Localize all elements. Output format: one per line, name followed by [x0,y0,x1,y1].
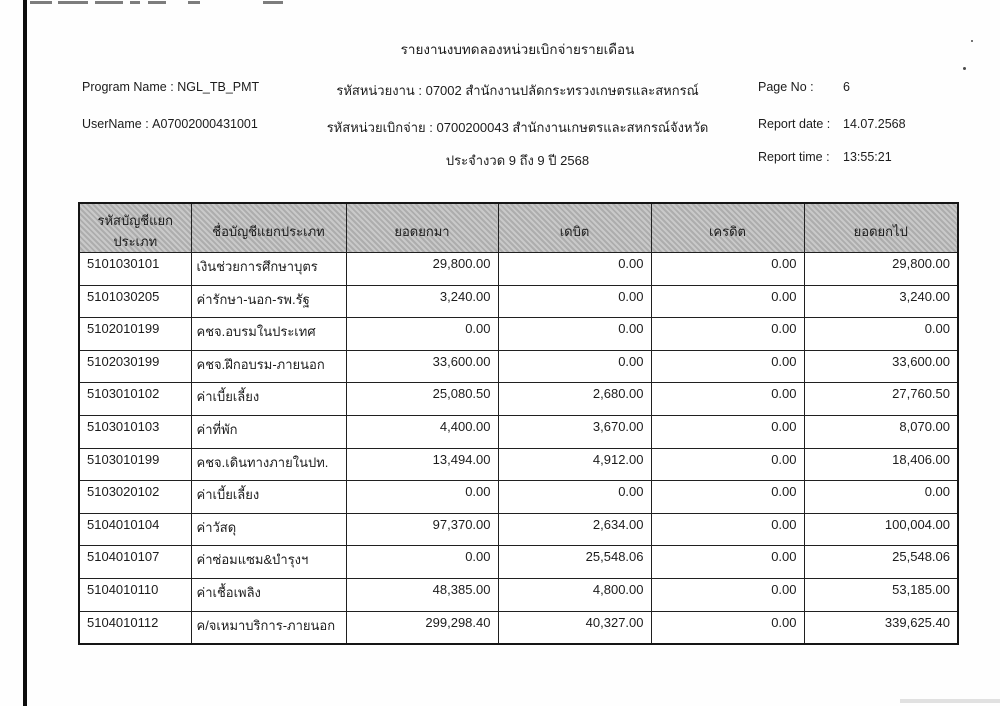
scan-artifact [148,1,166,4]
page-title: รายงานงบทดลองหน่วยเบิกจ่ายรายเดือน [400,42,635,57]
scan-artifact [58,1,88,4]
cell-credit: 0.00 [651,285,804,318]
cell-credit: 0.00 [651,318,804,351]
cell-account-name: ค่าที่พัก [191,415,346,448]
cell-account-code: 5103010103 [79,415,191,448]
cell-account-code: 5102030199 [79,350,191,383]
cell-account-code: 5104010107 [79,546,191,579]
cell-credit: 0.00 [651,546,804,579]
cell-carry-forward-out: 8,070.00 [804,415,958,448]
table-row [79,318,958,351]
cell-account-code: 5101030205 [79,285,191,318]
scan-artifact [30,1,52,4]
cell-account-name: ค่าซ่อมแซม&บำรุงฯ [191,546,346,579]
report-time-label: Report time : [758,150,830,164]
cell-account-code: 5104010104 [79,513,191,546]
report-date-label: Report date : [758,117,831,131]
cell-carry-forward-in: 0.00 [346,546,498,579]
cell-carry-forward-out: 0.00 [804,318,958,351]
cell-account-name: คชจ.เดินทางภายในปท. [191,448,346,481]
cell-account-code: 5101030101 [79,253,191,286]
column-header-carry-forward-in: ยอดยกมา [346,203,498,253]
cell-carry-forward-in: 3,240.00 [346,285,498,318]
cell-credit: 0.00 [651,481,804,514]
cell-credit: 0.00 [651,578,804,611]
cell-carry-forward-out: 339,625.40 [804,611,958,644]
table-row [79,481,958,514]
cell-debit: 3,670.00 [498,415,651,448]
cell-debit: 0.00 [498,481,651,514]
cell-debit: 4,912.00 [498,448,651,481]
cell-debit: 0.00 [498,318,651,351]
cell-account-name: ค/จเหมาบริการ-ภายนอก [191,611,346,644]
cell-debit: 2,634.00 [498,513,651,546]
user-name-label: UserName : [82,117,149,131]
column-header-credit: เครดิต [651,203,804,253]
cell-debit: 0.00 [498,350,651,383]
cell-account-code: 5103020102 [79,481,191,514]
cell-credit: 0.00 [651,448,804,481]
cell-debit: 0.00 [498,253,651,286]
scan-artifact [130,1,140,4]
table-row [79,415,958,448]
cell-account-code: 5103010199 [79,448,191,481]
scan-speck [971,40,973,42]
report-date-line [758,117,906,131]
table-row [79,611,958,644]
cell-debit: 40,327.00 [498,611,651,644]
cell-account-code: 5102010199 [79,318,191,351]
cell-debit: 0.00 [498,285,651,318]
cell-carry-forward-out: 25,548.06 [804,546,958,579]
table-row [79,448,958,481]
cell-carry-forward-in: 33,600.00 [346,350,498,383]
cell-account-name: ค่ารักษา-นอก-รพ.รัฐ [191,285,346,318]
table-row [79,350,958,383]
cell-carry-forward-out: 0.00 [804,481,958,514]
page-no-line [758,80,850,94]
column-header-debit: เดบิต [498,203,651,253]
cell-carry-forward-in: 4,400.00 [346,415,498,448]
cell-credit: 0.00 [651,253,804,286]
table-row [79,513,958,546]
column-header-account-code: รหัสบัญชีแยกประเภท [79,203,191,253]
cell-carry-forward-out: 18,406.00 [804,448,958,481]
scan-smudge [900,699,1000,703]
page-no-value: 6 [843,80,850,94]
scan-artifact [263,1,283,4]
cell-carry-forward-in: 97,370.00 [346,513,498,546]
table-header-row [79,203,958,253]
cell-carry-forward-in: 25,080.50 [346,383,498,416]
table-row [79,285,958,318]
cell-account-name: คชจ.อบรมในประเทศ [191,318,346,351]
cell-account-code: 5103010102 [79,383,191,416]
report-date-value: 14.07.2568 [843,117,906,131]
scan-artifact [188,1,200,4]
scan-edge-line [23,0,27,706]
program-name-label: Program Name : [82,80,174,94]
column-header-carry-forward-out: ยอดยกไป [804,203,958,253]
cell-carry-forward-in: 299,298.40 [346,611,498,644]
report-time-value: 13:55:21 [843,150,892,164]
cell-carry-forward-in: 0.00 [346,318,498,351]
table-row [79,578,958,611]
cell-account-name: ค่าเบี้ยเลี้ยง [191,383,346,416]
cell-credit: 0.00 [651,611,804,644]
user-name-line [82,117,258,131]
program-name-value: NGL_TB_PMT [177,80,260,94]
cell-carry-forward-in: 48,385.00 [346,578,498,611]
cell-carry-forward-out: 33,600.00 [804,350,958,383]
cell-credit: 0.00 [651,513,804,546]
cell-account-name: ค่าเบี้ยเลี้ยง [191,481,346,514]
cell-carry-forward-out: 53,185.00 [804,578,958,611]
trial-balance-table [78,202,959,645]
table-row [79,383,958,416]
cell-account-name: คชจ.ฝึกอบรม-ภายนอก [191,350,346,383]
program-name-line [82,80,259,94]
cell-carry-forward-out: 100,004.00 [804,513,958,546]
cell-account-code: 5104010110 [79,578,191,611]
table-row [79,546,958,579]
cell-carry-forward-out: 3,240.00 [804,285,958,318]
user-name-value: A07002000431001 [152,117,258,131]
cell-credit: 0.00 [651,350,804,383]
cell-credit: 0.00 [651,415,804,448]
agency-code-line: รหัสหน่วยงาน : 07002 สำนักงานปลัดกระทรวงเกษตรและสหกรณ์ [336,83,699,98]
scan-speck [963,67,966,70]
cell-credit: 0.00 [651,383,804,416]
cell-carry-forward-out: 29,800.00 [804,253,958,286]
cell-carry-forward-in: 29,800.00 [346,253,498,286]
cell-account-name: เงินช่วยการศึกษาบุตร [191,253,346,286]
cell-carry-forward-in: 13,494.00 [346,448,498,481]
table-row [79,253,958,286]
page-no-label: Page No : [758,80,814,94]
column-header-account-name: ชื่อบัญชีแยกประเภท [191,203,346,253]
report-time-line [758,150,892,164]
cell-debit: 25,548.06 [498,546,651,579]
cell-debit: 2,680.00 [498,383,651,416]
cell-debit: 4,800.00 [498,578,651,611]
cell-carry-forward-in: 0.00 [346,481,498,514]
scan-artifact [95,1,123,4]
cell-account-name: ค่าเชื้อเพลิง [191,578,346,611]
cell-account-name: ค่าวัสดุ [191,513,346,546]
period-line: ประจำงวด 9 ถึง 9 ปี 2568 [445,153,590,168]
disbursement-code-line: รหัสหน่วยเบิกจ่าย : 0700200043 สำนักงานเกษตรและสหกรณ์จังหวัด [326,120,709,135]
cell-carry-forward-out: 27,760.50 [804,383,958,416]
cell-account-code: 5104010112 [79,611,191,644]
